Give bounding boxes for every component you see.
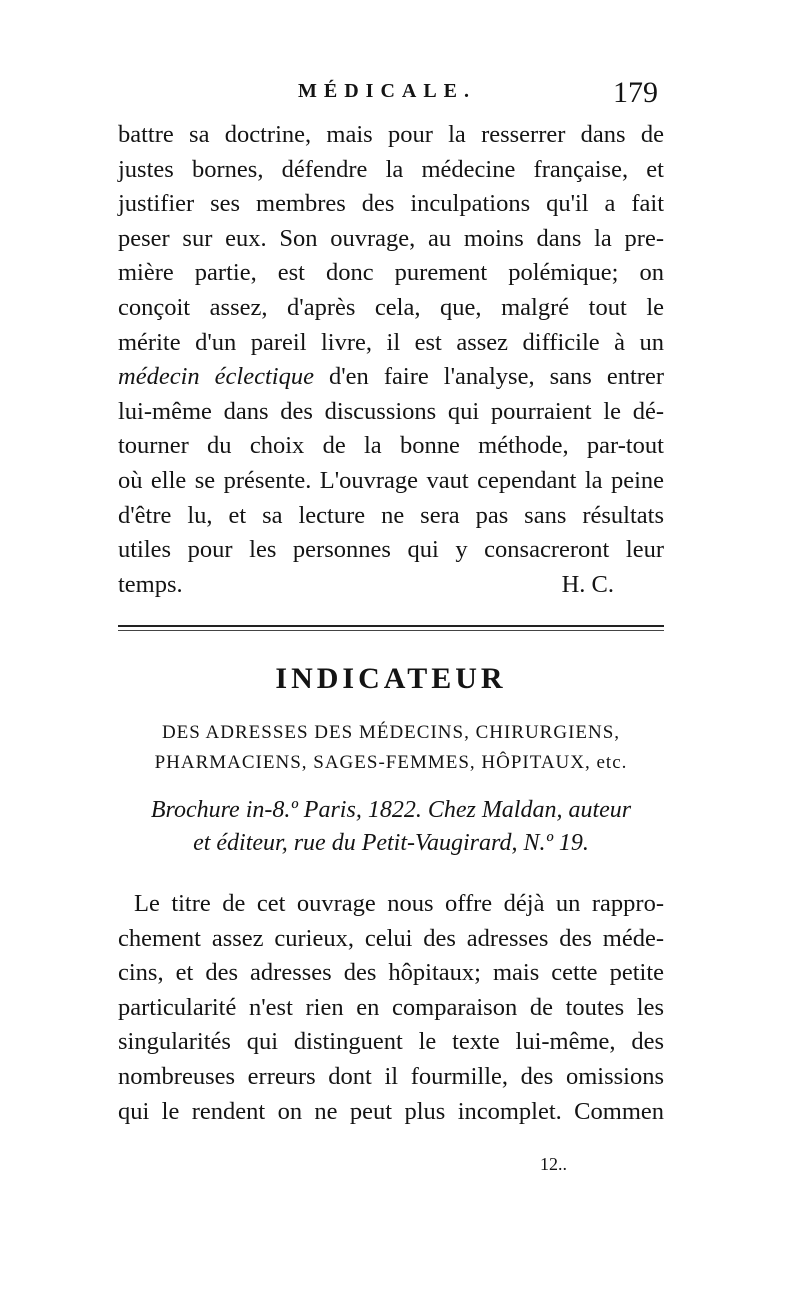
printer-signature-mark: 12.. bbox=[540, 1154, 567, 1174]
text-line: conçoit assez, d'après cela, que, malgré tout le bbox=[118, 293, 664, 321]
text-line: Le titre de cet ouvrage nous offre déjà un rappro- bbox=[134, 890, 664, 917]
text-line: cins, et des adresses des hôpitaux; mais cette petite bbox=[118, 959, 664, 987]
text-fragment: d'en faire l'analyse, sans entrer bbox=[313, 363, 664, 391]
text-line-with-italic bbox=[118, 360, 664, 395]
text-fragment: temps. bbox=[118, 570, 183, 598]
section-divider-thin bbox=[118, 630, 664, 631]
signoff-line bbox=[118, 568, 664, 603]
text-line: chement assez curieux, celui des adresses des méde- bbox=[118, 924, 664, 952]
text-line: utiles pour les personnes qui y consacreront leur bbox=[118, 536, 664, 564]
text-line: mière partie, est donc purement polémique; on bbox=[118, 259, 664, 287]
text-line: nombreuses erreurs dont il fourmille, des omissions bbox=[118, 1062, 664, 1090]
text-line: qui le rendent on ne peut plus incomplet. Commen bbox=[118, 1097, 664, 1125]
section-subtitle-line2: PHARMACIENS, SAGES-FEMMES, HÔPITAUX, etc. bbox=[154, 752, 628, 773]
page-header bbox=[118, 76, 658, 120]
text-line: d'être lu, et sa lecture ne sera pas sans résultats bbox=[118, 501, 664, 529]
text-line: justifier ses membres des inculpations qu'il a fait bbox=[118, 190, 664, 218]
text-line: peser sur eux. Son ouvrage, au moins dans la pre- bbox=[118, 224, 664, 252]
text-line: justes bornes, défendre la médecine française, et bbox=[118, 155, 664, 183]
text-line: battre sa doctrine, mais pour la resserrer dans de bbox=[118, 121, 664, 148]
running-title: MÉDICALE. bbox=[298, 80, 477, 102]
author-signature: H. C. bbox=[561, 570, 614, 598]
page-number: 179 bbox=[613, 76, 658, 109]
text-line: singularités qui distinguent le texte lui-même, des bbox=[118, 1028, 664, 1056]
bibliographic-line2: et éditeur, rue du Petit-Vaugirard, N.º 19. bbox=[193, 830, 589, 856]
text-line: tourner du choix de la bonne méthode, par-tout bbox=[118, 432, 664, 460]
bibliographic-line1: Brochure in-8.º Paris, 1822. Chez Maldan, auteur bbox=[150, 797, 632, 823]
text-line: particularité n'est rien en comparaison de toutes les bbox=[118, 993, 664, 1021]
italic-phrase: médecin éclectique bbox=[118, 363, 314, 391]
text-line: lui-même dans des discussions qui pourraient le dé- bbox=[118, 397, 664, 425]
section-divider-thick bbox=[118, 625, 664, 627]
text-line: où elle se présente. L'ouvrage vaut cependant la peine bbox=[118, 466, 664, 494]
article-paragraph bbox=[118, 887, 664, 1129]
text-line: mérite d'un pareil livre, il est assez difficile à un bbox=[118, 328, 664, 356]
section-title: INDICATEUR bbox=[275, 662, 507, 695]
section-subtitle-line1: DES ADRESSES DES MÉDECINS, CHIRURGIENS, bbox=[161, 722, 621, 743]
review-conclusion-paragraph bbox=[118, 118, 664, 602]
